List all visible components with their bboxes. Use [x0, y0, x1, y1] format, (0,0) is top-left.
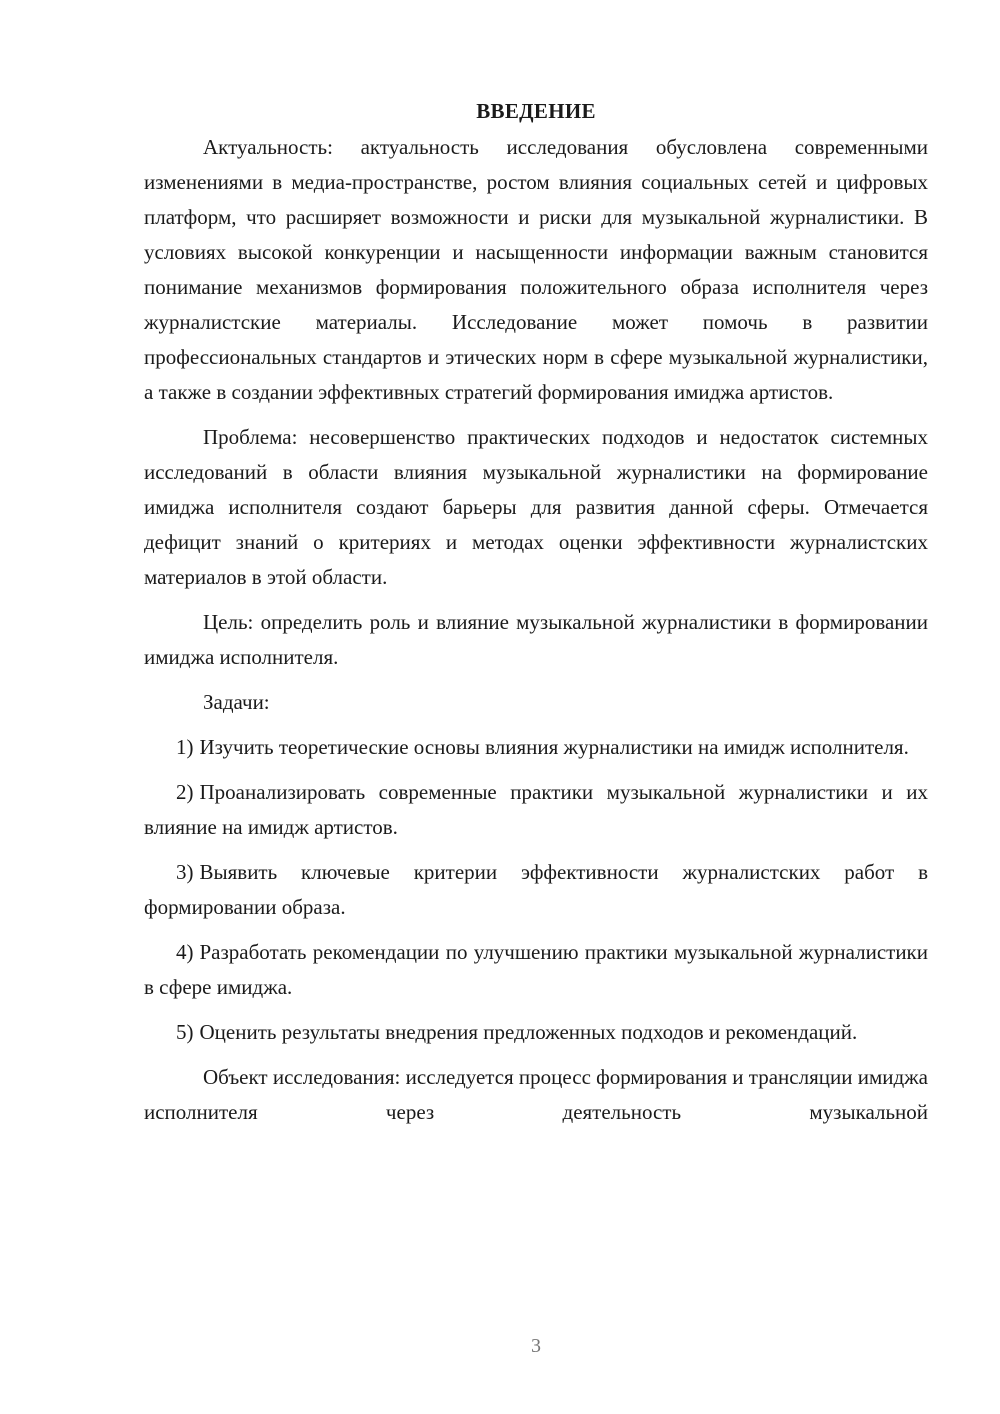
page-number: 3 — [531, 1335, 541, 1357]
page-title: ВВЕДЕНИЕ — [476, 99, 596, 123]
object-paragraph: Объект исследования: исследуется процесс формирования и трансляции имиджа исполнителя через деятельность музыкальной — [144, 1065, 928, 1124]
task-number: 1) — [176, 735, 194, 759]
goal-paragraph: Цель: определить роль и влияние музыкальной журналистики в формировании имиджа исполнителя. — [144, 610, 928, 669]
task-number: 5) — [176, 1020, 194, 1044]
task-item-1 — [144, 730, 928, 765]
task-number: 3) — [176, 860, 194, 884]
page-content — [144, 96, 928, 1130]
task-item-2 — [144, 775, 928, 845]
relevance-paragraph: Актуальность: актуальность исследования обусловлена современными изменениями в медиа-пространстве, ростом влияния социальных сетей и цифровых платформ, что расширяет возможности и риски для музыкальной журналистики. В условиях высокой конкуренции и насыщенности информации важным становится понимание механизмов формирования положительного образа исполнителя через журналистские материалы. Исследование может помочь в развитии профессиональных стандартов и этических норм в сфере музыкальной журналистики, а также в создании эффективных стратегий формирования имиджа артистов. — [144, 135, 928, 404]
task-item-4 — [144, 935, 928, 1005]
task-text: Изучить теоретические основы влияния журналистики на имидж исполнителя. — [199, 735, 909, 759]
task-item-3 — [144, 855, 928, 925]
task-text: Выявить ключевые критерии эффективности журналистских работ в формировании образа. — [144, 860, 928, 919]
task-number: 4) — [176, 940, 194, 964]
task-text: Разработать рекомендации по улучшению практики музыкальной журналистики в сфере имиджа. — [144, 940, 928, 999]
tasks-heading: Задачи: — [203, 690, 270, 714]
task-number: 2) — [176, 780, 194, 804]
task-text: Проанализировать современные практики музыкальной журналистики и их влияние на имидж артистов. — [144, 780, 928, 839]
problem-paragraph: Проблема: несовершенство практических подходов и недостаток системных исследований в области влияния музыкальной журналистики на формирование имиджа исполнителя создают барьеры для развития данной сферы. Отмечается дефицит знаний о критериях и методах оценки эффективности журналистских материалов в этой области. — [144, 425, 928, 589]
task-item-5 — [144, 1015, 928, 1050]
task-text: Оценить результаты внедрения предложенных подходов и рекомендаций. — [199, 1020, 858, 1044]
